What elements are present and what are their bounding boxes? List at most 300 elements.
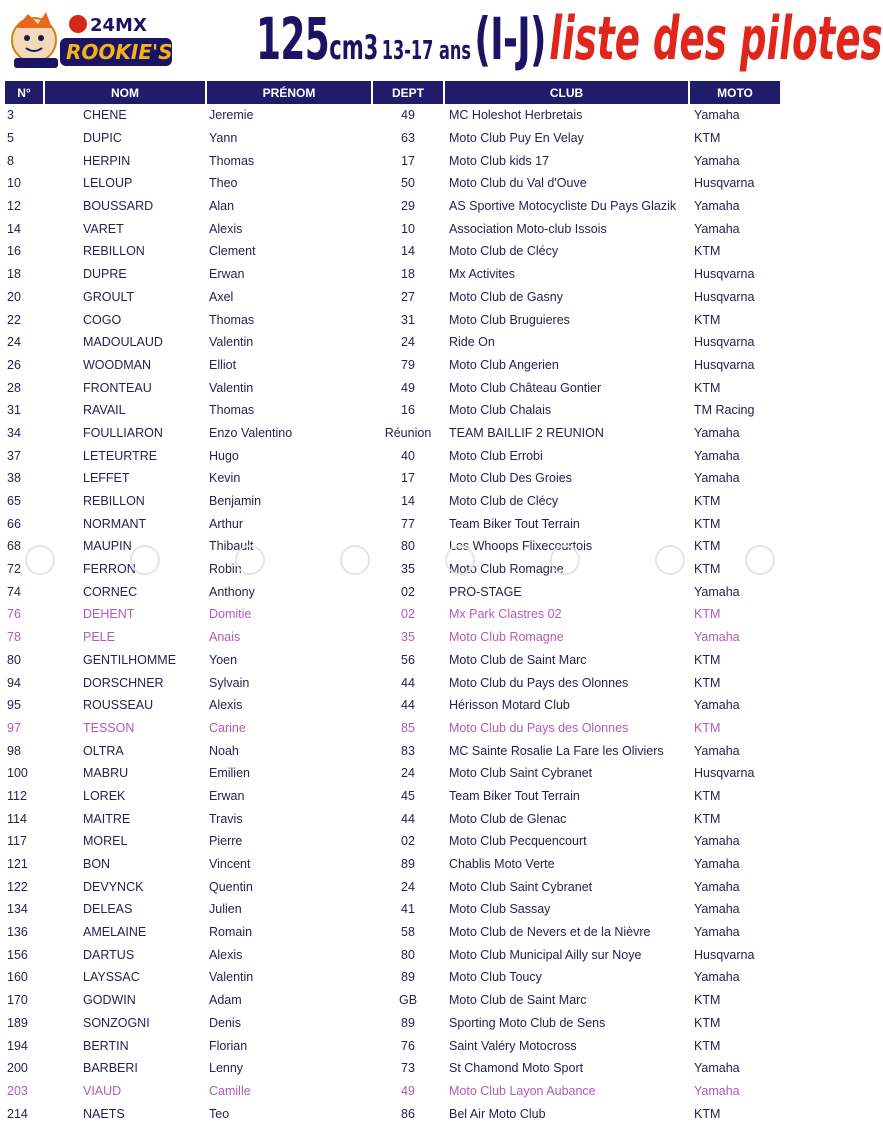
cell-number: 28 — [7, 380, 21, 395]
cell-club: MC Holeshot Herbretais — [449, 108, 583, 123]
cell-dept: 85 — [401, 720, 415, 735]
cell-nom: DELEAS — [83, 902, 133, 917]
cell-moto: Yamaha — [694, 857, 740, 872]
cell-moto: Yamaha — [694, 425, 740, 440]
cell-club: Bel Air Moto Club — [449, 1106, 546, 1121]
cell-number: 16 — [7, 244, 21, 259]
cell-prenom: Anais — [209, 630, 241, 645]
cell-number: 160 — [7, 970, 28, 985]
cell-moto: KTM — [694, 131, 721, 146]
cell-club: Moto Club Errobi — [449, 448, 543, 463]
cell-moto: Yamaha — [694, 743, 740, 758]
cell-nom: LAYSSAC — [83, 970, 140, 985]
cell-club: Moto Club de Clécy — [449, 244, 559, 259]
cell-club: Moto Club Angerien — [449, 357, 559, 372]
cell-prenom: Erwan — [209, 267, 245, 282]
table-row — [5, 149, 780, 172]
table-body — [5, 104, 780, 1125]
cell-moto: Husqvarna — [694, 766, 755, 781]
cell-nom: WOODMAN — [83, 357, 152, 372]
cell-nom: FOULLIARON — [83, 425, 163, 440]
cell-prenom: Kevin — [209, 471, 241, 486]
table-row — [5, 830, 780, 853]
cell-number: 20 — [7, 289, 21, 304]
cell-prenom: Camille — [209, 1083, 251, 1098]
title-cc: 125 — [256, 5, 330, 73]
page-title — [256, 4, 883, 76]
cell-moto: Husqvarna — [694, 335, 755, 350]
cell-dept: 86 — [401, 1106, 415, 1121]
cell-number: 136 — [7, 925, 28, 940]
cell-dept: 58 — [401, 925, 415, 940]
table-row — [5, 785, 780, 808]
cell-moto: Yamaha — [694, 902, 740, 917]
cell-prenom: Alexis — [209, 947, 243, 962]
cell-prenom: Thomas — [209, 153, 255, 168]
cell-club: Les Whoops Flixecourtois — [449, 539, 593, 554]
cell-dept: 45 — [401, 788, 415, 803]
cell-moto: Husqvarna — [694, 176, 755, 191]
cell-prenom: Julien — [209, 902, 242, 917]
cell-prenom: Adam — [209, 993, 242, 1008]
cell-number: 189 — [7, 1015, 28, 1030]
cell-number: 12 — [7, 199, 21, 214]
cell-nom: HERPIN — [83, 153, 131, 168]
header-moto: MOTO — [690, 81, 780, 104]
cell-number: 22 — [7, 312, 21, 327]
cell-number: 94 — [7, 675, 21, 690]
cell-number: 65 — [7, 494, 21, 509]
cell-dept: 35 — [401, 562, 415, 577]
cell-club: Moto Club de Gasny — [449, 289, 563, 304]
cell-dept: 77 — [401, 516, 415, 531]
cell-dept: 17 — [401, 153, 415, 168]
cell-moto: Yamaha — [694, 199, 740, 214]
cell-club: Moto Club Sassay — [449, 902, 551, 917]
title-unit: cm3 — [329, 28, 379, 68]
table-row — [5, 308, 780, 331]
cell-nom: MAUPIN — [83, 539, 132, 554]
cell-club: Moto Club Des Groies — [449, 471, 572, 486]
cell-dept: 44 — [401, 698, 415, 713]
cell-dept: 56 — [401, 652, 415, 667]
cell-club: MC Sainte Rosalie La Fare les Oliviers — [449, 743, 664, 758]
cell-nom: DUPIC — [83, 131, 122, 146]
cell-prenom: Denis — [209, 1015, 241, 1030]
cell-dept: 35 — [401, 630, 415, 645]
cell-prenom: Travis — [209, 811, 243, 826]
table-row — [5, 444, 780, 467]
table-row — [5, 172, 780, 195]
cell-club: AS Sportive Motocycliste Du Pays Glazik — [449, 199, 677, 214]
cell-number: 203 — [7, 1083, 28, 1098]
cell-moto: KTM — [694, 1106, 721, 1121]
cell-moto: Yamaha — [694, 584, 740, 599]
cell-moto: KTM — [694, 562, 721, 577]
header-nom: NOM — [45, 81, 205, 104]
cell-club: Moto Club Bruguieres — [449, 312, 570, 327]
table-row — [5, 331, 780, 354]
table-row — [5, 286, 780, 309]
cell-dept: 44 — [401, 811, 415, 826]
cell-club: Moto Club de Glenac — [449, 811, 567, 826]
cell-moto: KTM — [694, 312, 721, 327]
cell-nom: LEFFET — [83, 471, 130, 486]
table-row — [5, 649, 780, 672]
cell-moto: Yamaha — [694, 698, 740, 713]
table-row — [5, 1080, 780, 1103]
title-group: (I-J) — [474, 5, 546, 73]
rookies-logo — [8, 6, 176, 74]
cell-nom: DARTUS — [83, 947, 135, 962]
cell-moto: Yamaha — [694, 879, 740, 894]
cell-nom: NORMANT — [83, 516, 147, 531]
table-row — [5, 739, 780, 762]
cell-moto: Yamaha — [694, 834, 740, 849]
cell-club: Moto Club Puy En Velay — [449, 131, 584, 146]
cell-nom: BOUSSARD — [83, 199, 154, 214]
cell-prenom: Erwan — [209, 788, 245, 803]
cell-number: 122 — [7, 879, 28, 894]
cell-moto: Husqvarna — [694, 947, 755, 962]
cell-nom: LETEURTRE — [83, 448, 158, 463]
cell-dept: 49 — [401, 1083, 415, 1098]
header-num: N° — [5, 81, 43, 104]
cell-club: Moto Club de Saint Marc — [449, 993, 587, 1008]
table-row — [5, 989, 780, 1012]
cell-number: 100 — [7, 766, 28, 781]
table-row — [5, 376, 780, 399]
cell-club: Moto Club Saint Cybranet — [449, 879, 593, 894]
cell-number: 3 — [7, 108, 14, 123]
cell-number: 18 — [7, 267, 21, 282]
cell-number: 134 — [7, 902, 28, 917]
cell-number: 194 — [7, 1038, 28, 1053]
table-row — [5, 580, 780, 603]
cell-prenom: Jeremie — [209, 108, 254, 123]
page-header — [0, 0, 883, 80]
cell-club: Moto Club du Pays des Olonnes — [449, 720, 629, 735]
table-header-row — [5, 81, 780, 104]
cell-prenom: Valentin — [209, 970, 254, 985]
cell-moto: KTM — [694, 1038, 721, 1053]
cell-moto: KTM — [694, 788, 721, 803]
cell-moto: KTM — [694, 244, 721, 259]
cell-moto: KTM — [694, 1015, 721, 1030]
cell-prenom: Elliot — [209, 357, 237, 372]
table-row — [5, 558, 780, 581]
cell-prenom: Thomas — [209, 403, 255, 418]
table-row — [5, 717, 780, 740]
cell-club: Moto Club du Val d'Ouve — [449, 176, 587, 191]
cell-dept: 76 — [401, 1038, 415, 1053]
header-club: CLUB — [445, 81, 688, 104]
cell-prenom: Alexis — [209, 698, 243, 713]
cell-prenom: Yann — [209, 131, 238, 146]
cell-club: Moto Club Château Gontier — [449, 380, 602, 395]
cell-club: Moto Club Romagne — [449, 562, 564, 577]
cell-dept: 02 — [401, 607, 415, 622]
table-row — [5, 943, 780, 966]
cell-moto: KTM — [694, 494, 721, 509]
cell-nom: AMELAINE — [83, 925, 147, 940]
cell-dept: 79 — [401, 357, 415, 372]
table-row — [5, 467, 780, 490]
cell-nom: MABRU — [83, 766, 129, 781]
cell-club: Moto Club Layon Aubance — [449, 1083, 596, 1098]
cell-club: Association Moto-club Issois — [449, 221, 607, 236]
cell-nom: SONZOGNI — [83, 1015, 150, 1030]
cell-club: Moto Club kids 17 — [449, 153, 550, 168]
cell-club: Team Biker Tout Terrain — [449, 788, 580, 803]
cell-number: 200 — [7, 1061, 28, 1076]
cell-dept: 50 — [401, 176, 415, 191]
cell-number: 74 — [7, 584, 21, 599]
cell-number: 10 — [7, 176, 21, 191]
cell-club: PRO-STAGE — [449, 584, 522, 599]
cell-dept: 02 — [401, 834, 415, 849]
cell-dept: 49 — [401, 380, 415, 395]
cell-club: St Chamond Moto Sport — [449, 1061, 584, 1076]
cell-club: Moto Club Toucy — [449, 970, 542, 985]
cell-dept: 02 — [401, 584, 415, 599]
table-row — [5, 626, 780, 649]
cell-number: 34 — [7, 425, 21, 440]
cell-number: 112 — [7, 788, 27, 803]
header-prenom: PRÉNOM — [207, 81, 371, 104]
cell-number: 66 — [7, 516, 21, 531]
cell-club: Moto Club de Saint Marc — [449, 652, 587, 667]
cell-prenom: Alexis — [209, 221, 243, 236]
cell-nom: MAITRE — [83, 811, 131, 826]
title-list: liste des pilotes — [549, 4, 883, 74]
cell-number: 117 — [7, 834, 27, 849]
cell-number: 78 — [7, 630, 21, 645]
cell-prenom: Hugo — [209, 448, 239, 463]
cell-moto: KTM — [694, 607, 721, 622]
cell-club: Chablis Moto Verte — [449, 857, 555, 872]
cell-dept: 89 — [401, 1015, 415, 1030]
table-row — [5, 898, 780, 921]
cell-number: 14 — [7, 221, 21, 236]
cell-club: Mx Park Clastres 02 — [449, 607, 562, 622]
cell-number: 76 — [7, 607, 21, 622]
cell-nom: DUPRE — [83, 267, 127, 282]
cell-dept: 24 — [401, 766, 415, 781]
cell-prenom: Thomas — [209, 312, 255, 327]
cell-dept: 17 — [401, 471, 415, 486]
cell-prenom: Enzo Valentino — [209, 425, 293, 440]
cell-dept: 16 — [401, 403, 415, 418]
cell-moto: Yamaha — [694, 471, 740, 486]
cell-number: 170 — [7, 993, 28, 1008]
cell-number: 38 — [7, 471, 21, 486]
cell-number: 72 — [7, 562, 21, 577]
cell-number: 121 — [7, 857, 28, 872]
table-row — [5, 195, 780, 218]
cell-club: Moto Club de Nevers et de la Nièvre — [449, 925, 651, 940]
cell-nom: DEHENT — [83, 607, 135, 622]
cell-number: 98 — [7, 743, 21, 758]
cell-prenom: Quentin — [209, 879, 253, 894]
cell-number: 80 — [7, 652, 21, 667]
cell-club: Moto Club Romagne — [449, 630, 564, 645]
cell-nom: VARET — [83, 221, 124, 236]
cell-prenom: Sylvain — [209, 675, 250, 690]
table-row — [5, 921, 780, 944]
cell-number: 24 — [7, 335, 21, 350]
cell-number: 114 — [7, 811, 27, 826]
cell-number: 31 — [7, 403, 21, 418]
cell-moto: Husqvarna — [694, 357, 755, 372]
table-row — [5, 603, 780, 626]
cell-nom: GENTILHOMME — [83, 652, 177, 667]
cell-nom: BARBERI — [83, 1061, 138, 1076]
table-row — [5, 263, 780, 286]
cell-club: Moto Club Saint Cybranet — [449, 766, 593, 781]
cell-club: Moto Club Chalais — [449, 403, 552, 418]
cell-dept: 89 — [401, 857, 415, 872]
svg-text:24MX: 24MX — [90, 15, 147, 36]
cell-dept: 44 — [401, 675, 415, 690]
cell-number: 68 — [7, 539, 21, 554]
cell-nom: CHENE — [83, 108, 127, 123]
cell-prenom: Yoen — [209, 652, 238, 667]
table-row — [5, 853, 780, 876]
svg-text:ROOKIE'S: ROOKIE'S — [66, 40, 173, 64]
cell-club: Saint Valéry Motocross — [449, 1038, 577, 1053]
cell-dept: 73 — [401, 1061, 415, 1076]
cell-prenom: Arthur — [209, 516, 244, 531]
table-row — [5, 399, 780, 422]
pilot-table — [3, 81, 782, 1125]
cell-dept: 80 — [401, 947, 415, 962]
cell-prenom: Lenny — [209, 1061, 244, 1076]
cell-nom: BON — [83, 857, 111, 872]
cell-number: 37 — [7, 448, 21, 463]
cell-number: 5 — [7, 131, 14, 146]
cell-club: Moto Club du Pays des Olonnes — [449, 675, 629, 690]
cell-nom: MOREL — [83, 834, 128, 849]
cell-club: Moto Club Pecquencourt — [449, 834, 587, 849]
cell-prenom: Pierre — [209, 834, 243, 849]
cell-prenom: Domitie — [209, 607, 252, 622]
cell-prenom: Valentin — [209, 335, 254, 350]
cell-prenom: Romain — [209, 925, 253, 940]
cell-nom: LOREK — [83, 788, 126, 803]
cell-number: 95 — [7, 698, 21, 713]
cell-nom: PELE — [83, 630, 115, 645]
cell-dept: 80 — [401, 539, 415, 554]
cell-dept: 10 — [401, 221, 415, 236]
cell-dept: 49 — [401, 108, 415, 123]
table-row — [5, 422, 780, 445]
cell-moto: Yamaha — [694, 630, 740, 645]
cell-nom: TESSON — [83, 720, 135, 735]
table-row — [5, 104, 780, 127]
cell-nom: REBILLON — [83, 244, 145, 259]
cell-dept: 24 — [401, 879, 415, 894]
cell-prenom: Alan — [209, 199, 235, 214]
cell-moto: Yamaha — [694, 448, 740, 463]
cell-prenom: Theo — [209, 176, 238, 191]
cell-prenom: Emilien — [209, 766, 250, 781]
cell-moto: Yamaha — [694, 1083, 740, 1098]
cell-club: Ride On — [449, 335, 495, 350]
cell-prenom: Florian — [209, 1038, 248, 1053]
cell-club: Hérisson Motard Club — [449, 698, 570, 713]
cell-prenom: Robin — [209, 562, 242, 577]
table-row — [5, 1057, 780, 1080]
table-row — [5, 535, 780, 558]
cell-dept: 83 — [401, 743, 415, 758]
table-row — [5, 694, 780, 717]
table-row — [5, 490, 780, 513]
cell-dept: 14 — [401, 494, 415, 509]
cell-nom: GODWIN — [83, 993, 136, 1008]
cell-nom: DORSCHNER — [83, 675, 164, 690]
cell-number: 214 — [7, 1106, 28, 1121]
cell-moto: KTM — [694, 720, 721, 735]
cell-prenom: Carine — [209, 720, 246, 735]
cell-nom: DEVYNCK — [83, 879, 144, 894]
cell-nom: BERTIN — [83, 1038, 129, 1053]
title-age: 13-17 ans — [381, 36, 471, 66]
cell-nom: FRONTEAU — [83, 380, 152, 395]
cell-nom: OLTRA — [83, 743, 124, 758]
cell-moto: KTM — [694, 675, 721, 690]
cell-moto: Yamaha — [694, 221, 740, 236]
cell-moto: KTM — [694, 380, 721, 395]
cell-dept: 40 — [401, 448, 415, 463]
cell-moto: Husqvarna — [694, 289, 755, 304]
table-row — [5, 966, 780, 989]
cell-moto: Yamaha — [694, 153, 740, 168]
cell-prenom: Axel — [209, 289, 234, 304]
cell-moto: KTM — [694, 993, 721, 1008]
cell-nom: GROULT — [83, 289, 135, 304]
table-row — [5, 671, 780, 694]
cell-club: Mx Activites — [449, 267, 515, 282]
cell-dept: 41 — [401, 902, 415, 917]
cell-moto: KTM — [694, 516, 721, 531]
cell-nom: RAVAIL — [83, 403, 126, 418]
cell-moto: Husqvarna — [694, 267, 755, 282]
cell-moto: KTM — [694, 652, 721, 667]
cell-dept: GB — [398, 993, 418, 1008]
cell-club: Team Biker Tout Terrain — [449, 516, 580, 531]
table-row — [5, 762, 780, 785]
table-row — [5, 875, 780, 898]
cell-moto: KTM — [694, 539, 721, 554]
cell-moto: Yamaha — [694, 1061, 740, 1076]
cell-prenom: Noah — [209, 743, 239, 758]
cell-club: Moto Club de Clécy — [449, 494, 559, 509]
cell-dept: 31 — [401, 312, 415, 327]
cell-number: 8 — [7, 153, 14, 168]
table-row — [5, 807, 780, 830]
cell-prenom: Vincent — [209, 857, 251, 872]
cell-nom: CORNEC — [83, 584, 138, 599]
cell-moto: KTM — [694, 811, 721, 826]
table-row — [5, 240, 780, 263]
cell-nom: VIAUD — [83, 1083, 122, 1098]
cell-nom: LELOUP — [83, 176, 133, 191]
cell-prenom: Teo — [209, 1106, 230, 1121]
table-row — [5, 127, 780, 150]
cell-moto: TM Racing — [694, 403, 755, 418]
cell-dept: 29 — [401, 199, 415, 214]
